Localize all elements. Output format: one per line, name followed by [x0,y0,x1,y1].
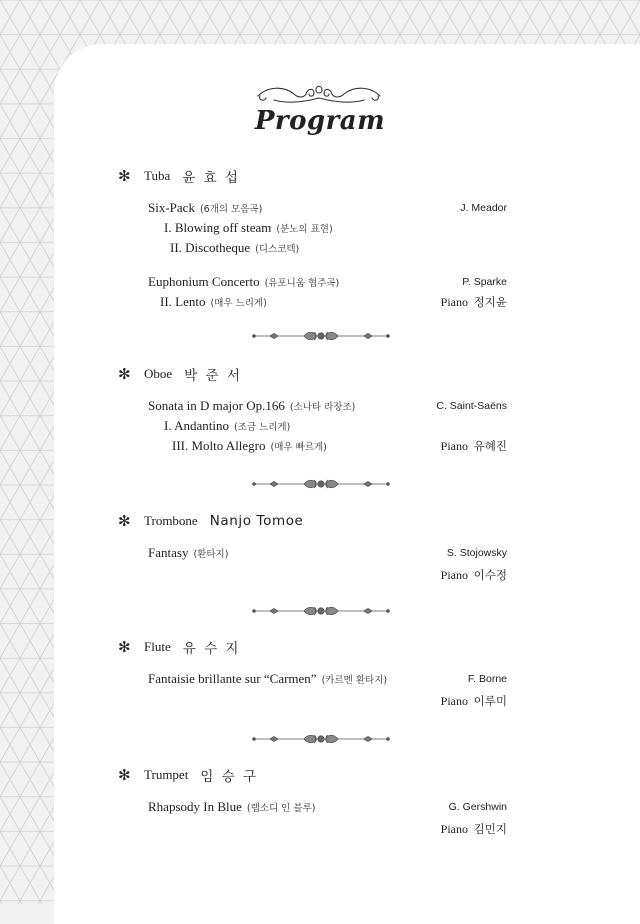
performer-name: Nanjo Tomoe [209,513,304,529]
asterisk-icon: ✻ [118,167,131,185]
movement [172,438,327,454]
asterisk-icon: ✻ [118,365,131,383]
pianist-name: 유혜진 [470,439,507,453]
performer-name: 임 승 구 [200,769,259,785]
work-title [148,274,339,290]
composer-name: J. Meador [460,202,507,214]
instrument-header [118,637,240,657]
work-title [148,545,228,561]
instrument-header [118,166,240,186]
asterisk-icon: ✻ [118,512,131,530]
work-korean-note: (6개의 모음곡) [199,204,263,215]
work-korean-note: (유포니움 협주곡) [264,278,340,289]
work-title [148,200,262,216]
piano-accompanist [441,438,507,454]
movement [170,240,299,256]
performer-name: 박 준 서 [184,368,242,384]
performer-name: 유 수 지 [182,641,241,657]
movement-title: II. Discotheque [170,240,251,255]
piano-label: Piano [440,439,469,453]
movement [160,294,267,310]
movement [164,418,290,434]
movement-korean-note: (매우 빠르게) [270,442,327,453]
asterisk-icon: ✻ [118,766,131,784]
work-title [148,671,387,687]
work-title-text: Six-Pack [148,200,195,215]
instrument-name: Oboe [144,366,173,381]
movement-title: I. Andantino [164,418,229,433]
pianist-name: 이루미 [470,694,507,708]
page-title: Program [254,106,386,136]
ornament-flourish-icon [254,82,384,106]
section-divider-ornament [252,733,390,745]
instrument-name: Trumpet [144,767,189,782]
movement-title: III. Molto Allegro [172,438,266,453]
piano-accompanist [441,693,507,709]
piano-accompanist [441,294,507,310]
movement-korean-note: (조금 느리게) [234,422,291,433]
performer-name: 윤 효 섭 [182,170,240,186]
work-title [148,799,315,815]
work-title-text: Sonata in D major Op.166 [148,398,285,413]
composer-name: S. Stojowsky [446,547,507,559]
pianist-name: 정지윤 [470,295,507,309]
piano-label: Piano [440,694,469,708]
piano-label: Piano [440,568,469,582]
section-divider-ornament [252,605,390,617]
instrument-name: Flute [144,639,171,654]
work-korean-note: (환타지) [193,549,229,560]
work-title-text: Euphonium Concerto [148,274,260,289]
composer-name: C. Saint-Saëns [436,400,507,412]
movement [164,220,333,236]
pianist-name: 김민지 [470,822,507,836]
piano-label: Piano [440,295,469,309]
movement-korean-note: (분노의 표현) [276,224,333,235]
section-divider-ornament [252,330,390,342]
composer-name: P. Sparke [462,276,507,288]
work-title-text: Fantaisie brillante sur “Carmen” [148,671,317,686]
work-korean-note: (소나타 라장조) [289,402,356,413]
instrument-name: Tuba [144,168,171,183]
section-divider-ornament [252,478,390,490]
instrument-header [118,364,242,384]
movement-title: II. Lento [160,294,206,309]
work-korean-note: (랩소디 인 블루) [246,803,316,814]
work-title [148,398,355,414]
piano-label: Piano [440,822,469,836]
pianist-name: 이수정 [470,568,507,582]
movement-korean-note: (매우 느리게) [210,298,267,309]
composer-name: F. Borne [467,673,507,685]
piano-accompanist [441,821,507,837]
movement-title: I. Blowing off steam [164,220,272,235]
composer-name: G. Gershwin [448,801,507,813]
piano-accompanist [441,567,507,583]
work-title-text: Fantasy [148,545,189,560]
instrument-header [118,511,303,531]
work-korean-note: (카르멘 환타지) [321,675,388,686]
asterisk-icon: ✻ [118,638,131,656]
instrument-header [118,765,258,785]
work-title-text: Rhapsody In Blue [148,799,242,814]
instrument-name: Trombone [144,513,198,528]
movement-korean-note: (디스코텍) [255,244,300,255]
